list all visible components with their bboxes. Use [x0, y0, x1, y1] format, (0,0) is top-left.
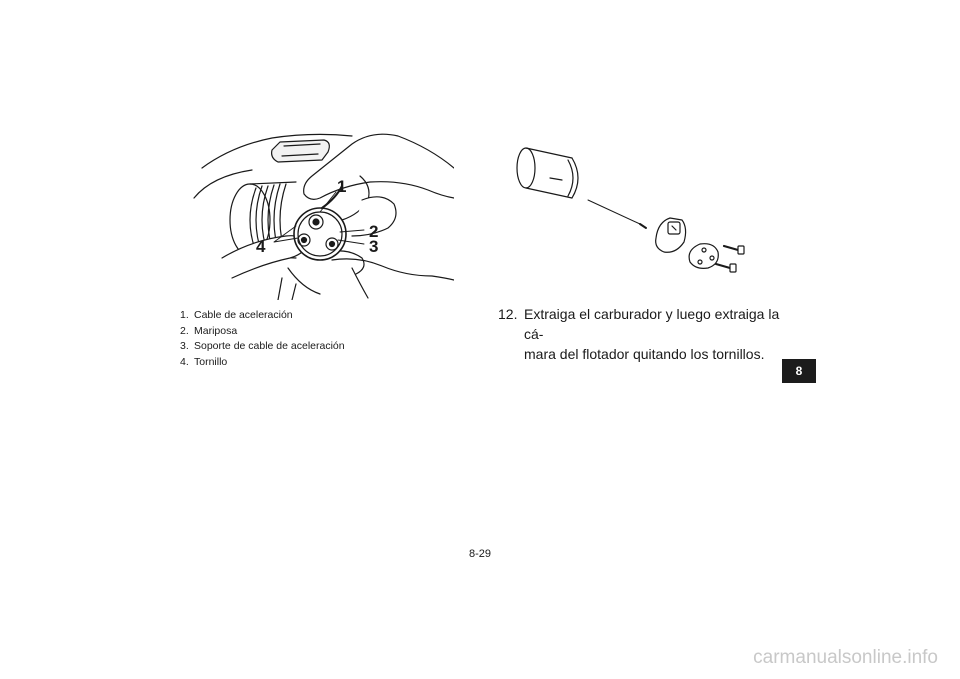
- watermark: carmanualsonline.info: [753, 647, 938, 668]
- legend-item: [180, 324, 345, 340]
- float-chamber-parts-illustration: [508, 138, 758, 276]
- legend-label: Cable de aceleración: [194, 309, 293, 321]
- callout-3: 3: [369, 237, 379, 256]
- legend-item: [180, 355, 345, 371]
- callout-4: 4: [256, 237, 266, 256]
- carburetor-top-illustration: [192, 128, 454, 300]
- callout-1: 1: [337, 177, 347, 196]
- legend-number: 3.: [180, 340, 189, 352]
- step-number: 12.: [498, 306, 518, 322]
- legend-label: Tornillo: [194, 355, 228, 368]
- legend-number: 4.: [180, 355, 189, 368]
- figure-legend: [180, 308, 345, 370]
- legend-label: Mariposa: [194, 324, 238, 337]
- legend-number: 1.: [180, 309, 189, 321]
- callout-2: 2: [369, 222, 379, 241]
- section-tab: 8: [782, 359, 816, 383]
- page-number: 8-29: [468, 548, 492, 560]
- legend-item: [180, 308, 345, 324]
- instruction-step: [498, 304, 798, 364]
- float-chamber-drawing: [508, 138, 758, 276]
- legend-item: [180, 339, 345, 355]
- legend-label: Soporte de cable de aceleración: [194, 340, 345, 352]
- step-text: Extraiga el carburador y luego extraiga la cá- mara del flotador quitando los tornillos.: [524, 306, 780, 362]
- carburetor-top-drawing: [192, 128, 454, 300]
- legend-number: 2.: [180, 324, 189, 337]
